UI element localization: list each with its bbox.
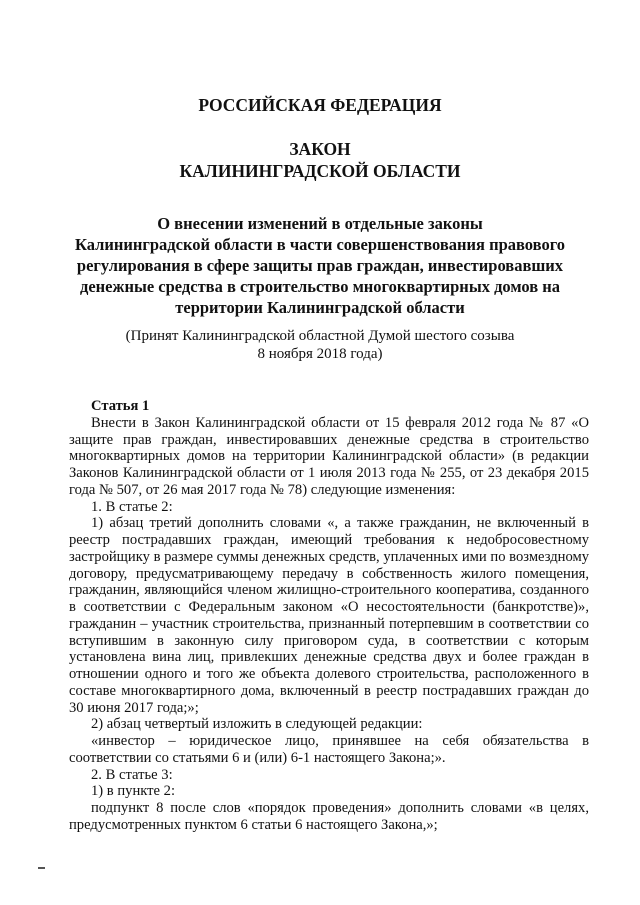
article-paragraph: 1) в пункте 2: bbox=[91, 783, 176, 800]
doc-type-heading: ЗАКОН bbox=[289, 139, 351, 159]
adoption-note-line-1: (Принят Калининградской областной Думой шестого созыва bbox=[125, 328, 515, 344]
article-paragraph: 2) абзац четвертый изложить в следующей редакции: bbox=[91, 716, 423, 733]
law-title-line-3: регулирования в сфере защиты прав граждан, инвестировавших bbox=[76, 256, 564, 275]
law-title-line-1: О внесении изменений в отдельные законы bbox=[157, 214, 483, 233]
article-paragraph: 1) абзац третий дополнить словами «, а также гражданин, не включенный в реестр пострадавших граждан, имеющий требования к недобросовестному застройщику в размере суммы денежных средств, уплаченных ими по возмездному договору, предусматривающему передачу в собственность жилого помещения, гражданин, являющийся членом жилищно-строительного кооператива, созданного в соответствии с Федеральным законом «О несостоятельности (банкротстве)», гражданин – участник строительства, признанный потерпевшим в соответствии со вступившим в законную силу приговором суда, в соответствии с которым установлена вина лиц, привлекших денежные средства двух и более граждан в отношении одного и того же объекта долевого строительства, расположенного в составе многоквартирного дома, включенный в реестр пострадавших граждан до 30 июня 2017 года;»; bbox=[69, 515, 589, 716]
article-body bbox=[69, 398, 589, 834]
law-title-line-5: территории Калининградской области bbox=[175, 298, 465, 317]
adoption-note-line-2: 8 ноября 2018 года) bbox=[257, 346, 383, 362]
article-heading: Статья 1 bbox=[91, 398, 150, 414]
scan-mark bbox=[38, 867, 45, 869]
article-paragraph: Внести в Закон Калининградской области от 15 февраля 2012 года № 87 «О защите прав граждан, инвестировавших денежные средства в строительство многоквартирных домов на территории Калининградской области» (в редакции Законов Калининградской области от 1 июля 2013 года № 255, от 23 декабря 2015 года № 507, от 26 мая 2017 года № 78) следующие изменения: bbox=[69, 414, 589, 498]
article-paragraph: подпункт 8 после слов «порядок проведения» дополнить словами «в целях, предусмотренных пунктом 6 статьи 6 настоящего Закона,»; bbox=[69, 800, 589, 833]
law-title-line-4: денежные средства в строительство многоквартирных домов на bbox=[79, 277, 561, 296]
article-paragraph: «инвестор – юридическое лицо, принявшее на себя обязательства в соответствии со статьями 6 и (или) 6-1 настоящего Закона;». bbox=[69, 733, 589, 766]
law-title-line-2: Калининградской области в части совершенствования правового bbox=[74, 235, 566, 254]
country-heading: РОССИЙСКАЯ ФЕДЕРАЦИЯ bbox=[198, 95, 442, 115]
article-paragraph: 2. В статье 3: bbox=[91, 766, 173, 783]
article-paragraph: 1. В статье 2: bbox=[91, 498, 173, 515]
region-heading: КАЛИНИНГРАДСКОЙ ОБЛАСТИ bbox=[179, 161, 461, 181]
